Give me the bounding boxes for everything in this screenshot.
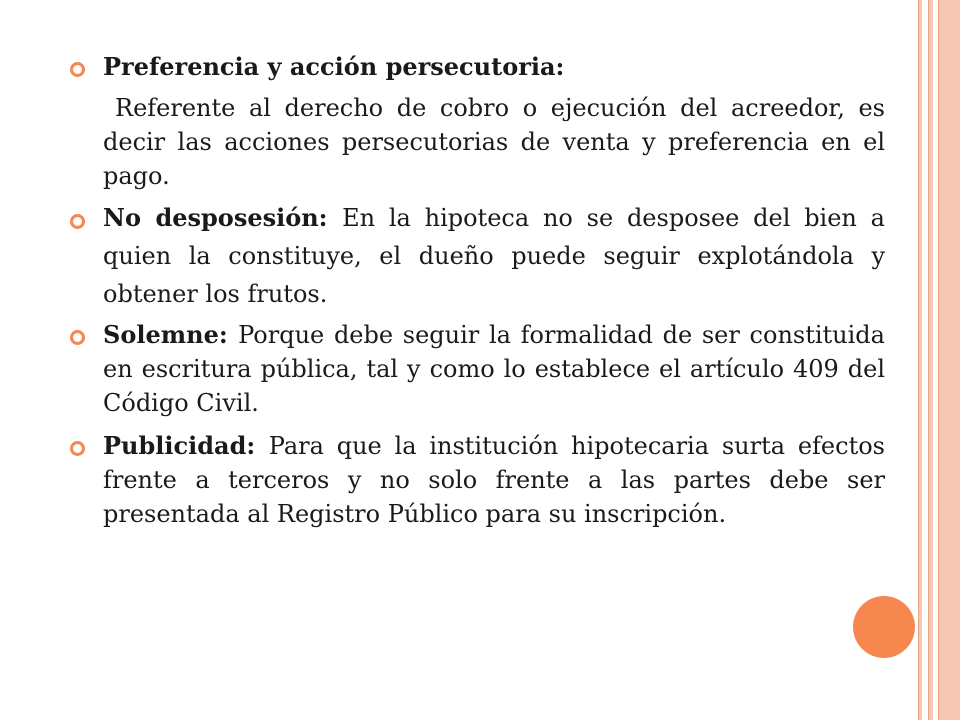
bullet-circle-icon — [70, 214, 85, 229]
list-item-preferencia — [70, 50, 885, 193]
item-text: Para que la institución hipotecaria surta efectos frente a terceros y no solo frente a las partes debe ser presentada al Registro Público para su inscripción. — [103, 432, 885, 528]
bullet-circle-icon — [70, 62, 85, 77]
list-item-solemne — [70, 318, 885, 420]
bullet-circle-icon — [70, 330, 85, 345]
item-label: No desposesión: — [103, 203, 343, 232]
bullet-circle-icon — [70, 441, 85, 456]
list-item-publicidad — [70, 429, 885, 531]
border-line — [918, 0, 919, 720]
item-label: Publicidad: — [103, 431, 269, 460]
item-text: En la hipoteca no se desposee del bien a quien la constituye, el dueño puede seguir explotándola y obtener los frutos. — [103, 204, 885, 308]
decorative-circle — [853, 596, 915, 658]
item-title: Preferencia y acción persecutoria: — [103, 52, 565, 81]
list-item-no-desposesion — [70, 199, 885, 313]
border-line — [928, 0, 929, 720]
bullet-list — [70, 50, 885, 531]
item-text: Referente al derecho de cobro o ejecución del acreedor, es decir las acciones persecutorias de venta y preferencia en el pago. — [103, 94, 885, 190]
item-label: Solemne: — [103, 320, 239, 349]
border-line — [938, 0, 939, 720]
border-stripe — [938, 0, 960, 720]
item-text: Porque debe seguir la formalidad de ser constituida en escritura pública, tal y como lo establece el artículo 409 del Código Civil. — [103, 321, 885, 417]
